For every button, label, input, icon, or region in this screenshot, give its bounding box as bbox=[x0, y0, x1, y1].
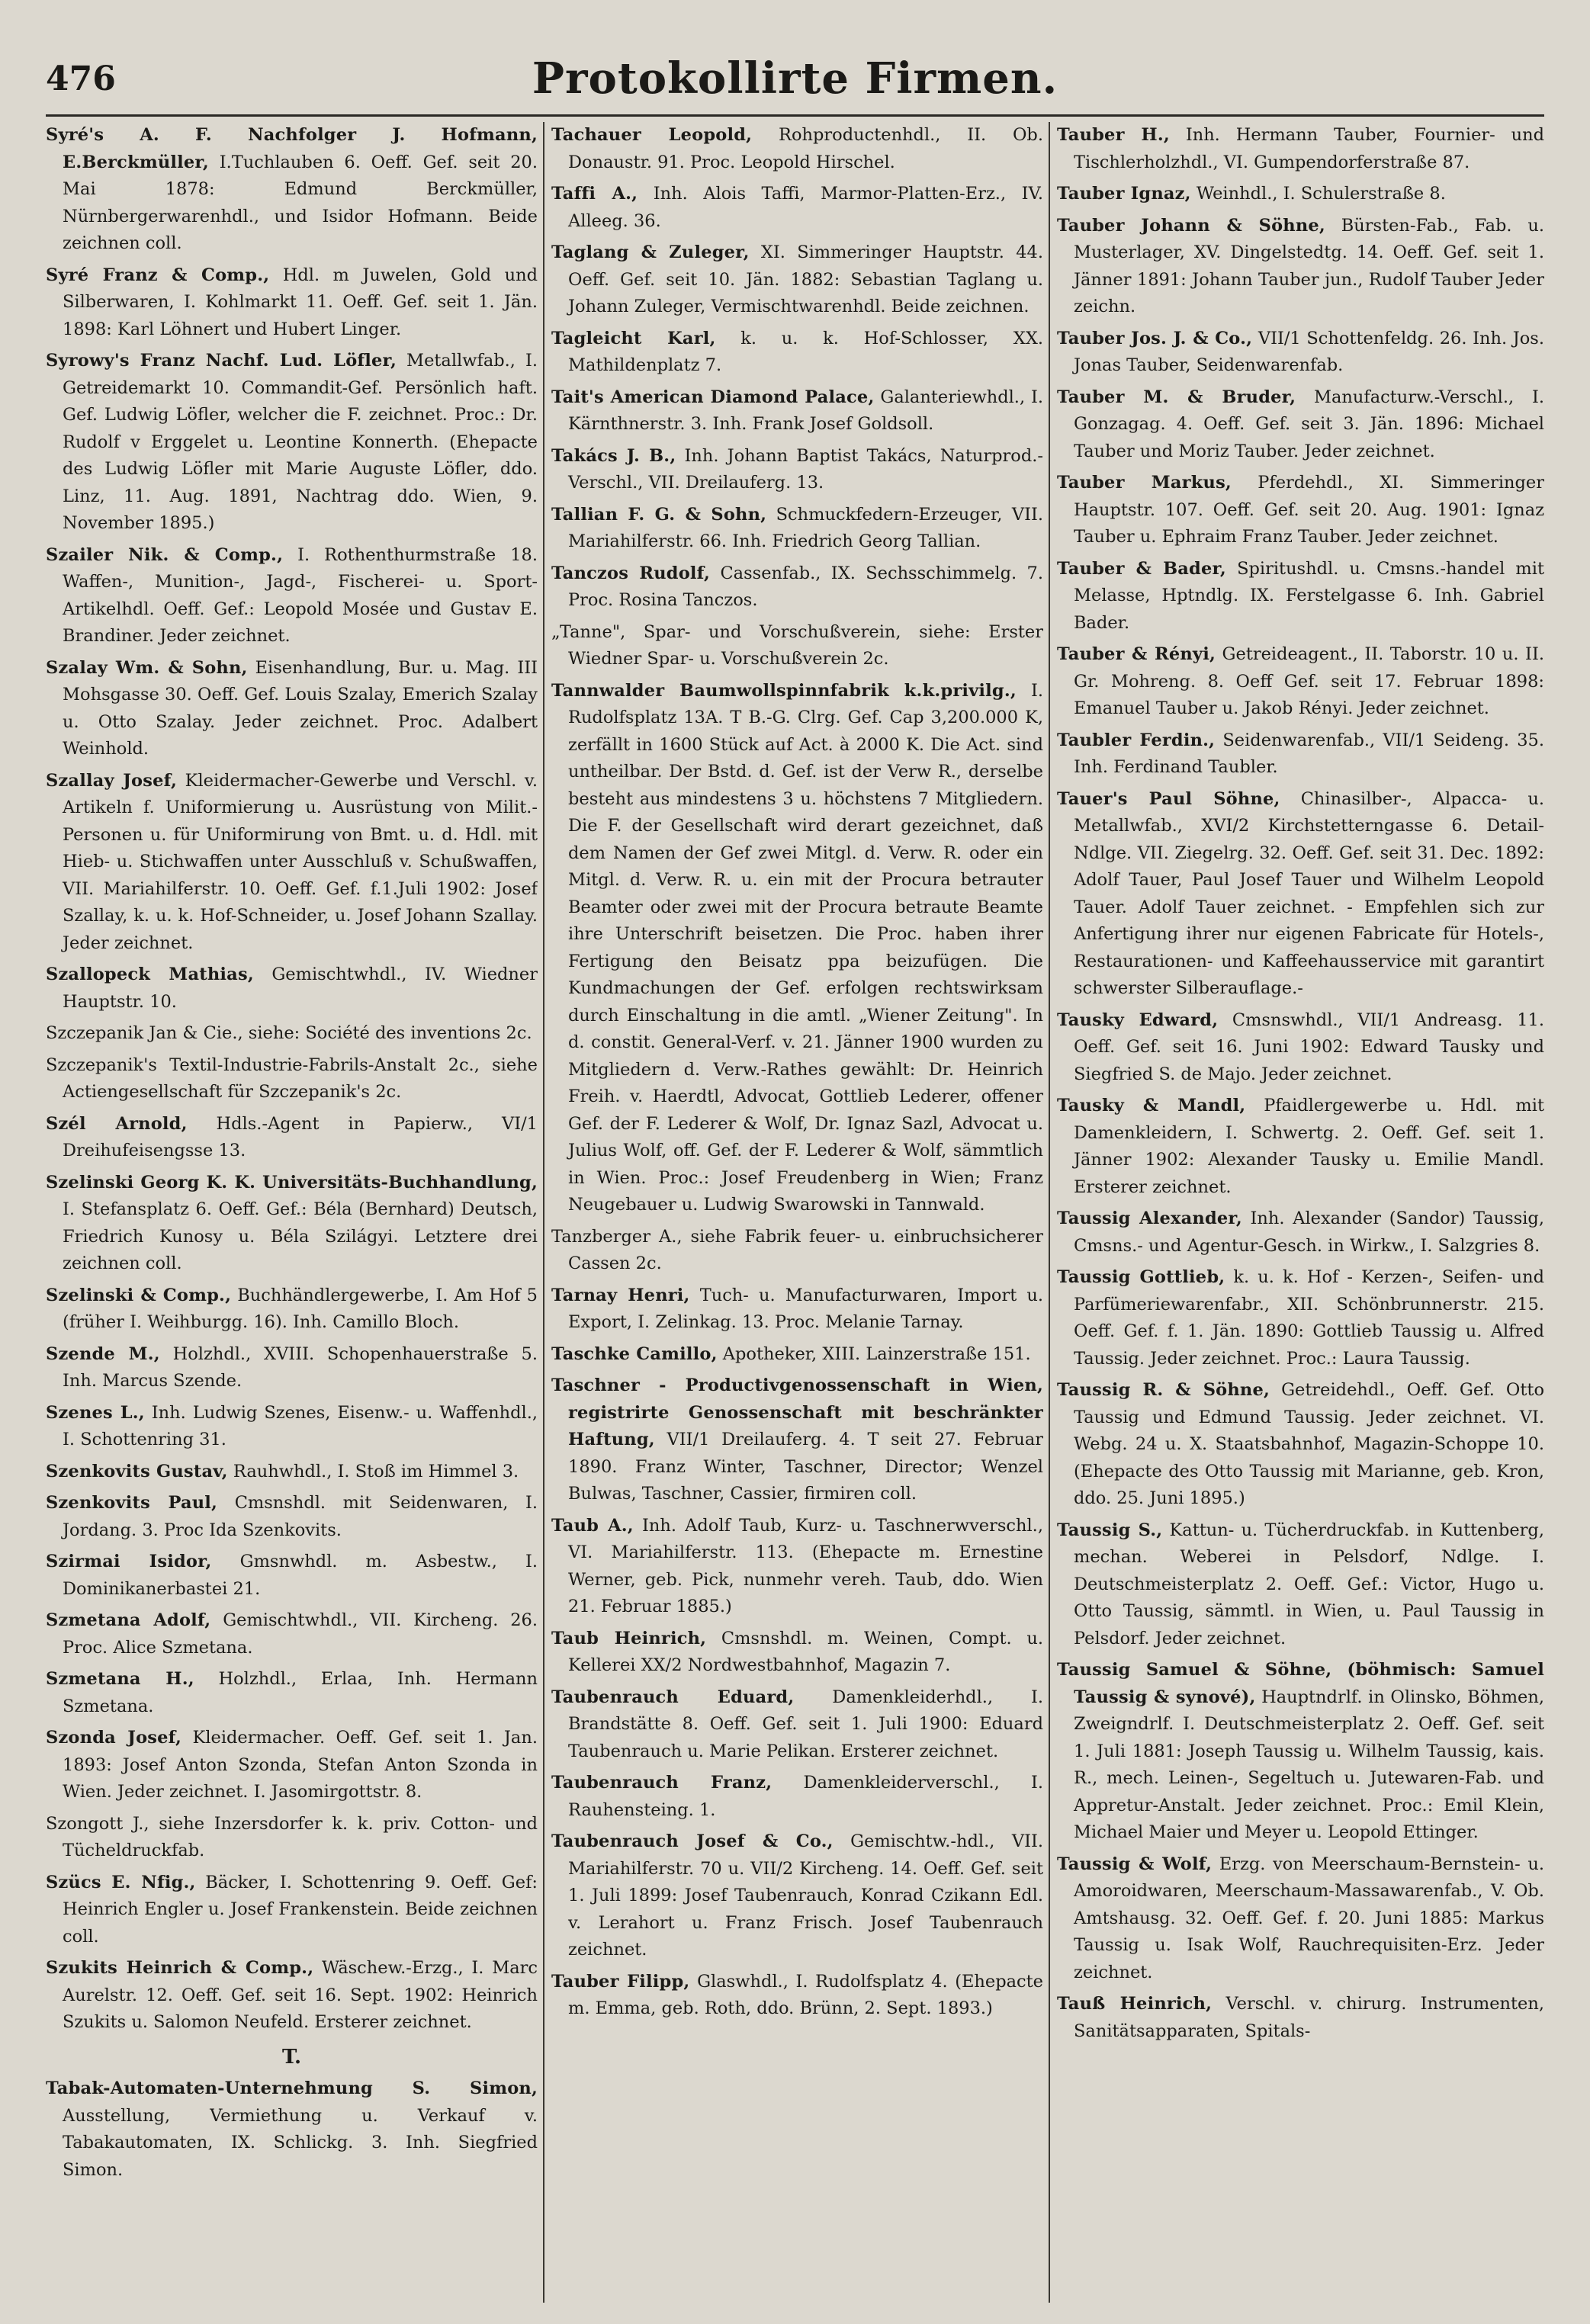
firm-name: Taschner - Productivgenossenschaft in Wien, registrirte Genossenschaft mit beschränkter Haftung, bbox=[551, 1375, 1043, 1449]
firm-name: Szalay Wm. & Sohn, bbox=[46, 657, 248, 678]
directory-entry bbox=[551, 181, 1043, 235]
entry-text: Bürsten-Fab., Fab. u. Musterlager, XV. Dingelstedtg. 14. Oeff. Gef. seit 1. Jänner 1891: Johann Tauber jun., Rudolf Tauber Jeder zeichn. bbox=[1074, 215, 1544, 316]
firm-name: Tauber H., bbox=[1057, 125, 1170, 145]
entry-text: Chinasilber-, Alpacca- u. Metallwfab., XVI/2 Kirchstetterngasse 6. Detail-Ndlge. VII. Ziegelrg. 32. Oeff. Gef. seit 31. Dec. 1892: Adolf Tauer, Paul Josef Tauer und Wilhelm Leopold Tauer. Adolf Tauer zeichnet. - Empfehlen sich zur Anfertigung ihrer nur eigenen Fabricate für Hotels-, Restaurationen- und Kaffeehausservice mit garantirt schwerster Silberauflage.- bbox=[1074, 788, 1544, 998]
page-header bbox=[46, 46, 1544, 117]
firm-name: Szallay Josef, bbox=[46, 770, 178, 791]
directory-entry bbox=[46, 1282, 538, 1337]
entry-text: Kleidermacher. Oeff. Gef. seit 1. Jan. 1893: Josef Anton Szonda, Stefan Anton Szonda in Wien. Jeder zeichnet. I. Jasomirgottstr. 8. bbox=[63, 1728, 538, 1802]
directory-entry bbox=[551, 678, 1043, 1219]
directory-entry bbox=[551, 1224, 1043, 1278]
directory-entry bbox=[551, 560, 1043, 615]
directory-entry bbox=[46, 1955, 538, 2037]
firm-name: Szenes L., bbox=[46, 1402, 145, 1423]
firm-name: Szmetana Adolf, bbox=[46, 1610, 211, 1630]
directory-entry bbox=[1057, 727, 1544, 782]
firm-name: Taub A., bbox=[551, 1515, 634, 1536]
firm-name: Taussig S., bbox=[1057, 1520, 1163, 1540]
directory-entry bbox=[551, 239, 1043, 321]
directory-entry bbox=[1057, 470, 1544, 551]
entry-text: Cmsnswhdl., VII/1 Andreasg. 11. Oeff. Gef. seit 16. Juni 1902: Edward Tausky und Siegfried S. de Majo. Jeder zeichnet. bbox=[1074, 1010, 1544, 1084]
firm-name: Tabak-Automaten-Unternehmung S. Simon, bbox=[46, 2078, 538, 2098]
firm-name: Tait's American Diamond Palace, bbox=[551, 387, 875, 407]
entry-text: Erzg. von Meerschaum-Bernstein- u. Amoroidwaren, Meerschaum-Massawarenfab., V. Ob. Amtshausg. 32. Oeff. Gef. f. 20. Juni 1885: Markus Taussig u. Isak Wolf, Rauchrequisiten-Erz. Jeder zeichnet. bbox=[1074, 1854, 1544, 1982]
firm-name: Syré Franz & Comp., bbox=[46, 265, 270, 285]
entry-text: Ausstellung, Vermiethung u. Verkauf v. Tabakautomaten, IX. Schlickg. 3. Inh. Siegfried Simon. bbox=[63, 2105, 538, 2180]
entry-text: Apotheker, XIII. Lainzerstraße 151. bbox=[722, 1343, 1031, 1364]
entry-text: Inh. Adolf Taub, Kurz- u. Taschnerwverschl., VI. Mariahilferstr. 113. (Ehepacte m. Ernestine Werner, geb. Pick, nunmehr vereh. Taub, ddo. Wien 21. Februar 1885.) bbox=[568, 1515, 1043, 1616]
directory-entry bbox=[46, 1607, 538, 1661]
entry-text: VII/1 Schottenfeldg. 26. Inh. Jos. Jonas Tauber, Seidenwarenfab. bbox=[1074, 328, 1544, 375]
entry-text: Buchhändlergewerbe, I. Am Hof 5 (früher I. Weihburgg. 16). Inh. Camillo Bloch. bbox=[63, 1285, 538, 1332]
firm-name: Taubenrauch Josef & Co., bbox=[551, 1831, 834, 1851]
entry-text: Holzhdl., Erlaa, Inh. Hermann Szmetana. bbox=[63, 1669, 538, 1716]
directory-entry bbox=[46, 1341, 538, 1395]
directory-entry bbox=[46, 961, 538, 1016]
firm-name: Szelinski & Comp., bbox=[46, 1285, 232, 1305]
directory-entry bbox=[551, 1684, 1043, 1766]
firm-name: Szende M., bbox=[46, 1343, 160, 1364]
firm-name: Tausky Edward, bbox=[1057, 1010, 1219, 1030]
entry-text: I.Tuchlauben 6. Oeff. Gef. seit 20. Mai 1878: Edmund Berckmüller, Nürnbergerwarenhdl., und Isidor Hofmann. Beide zeichnen coll. bbox=[63, 152, 538, 253]
entry-text: Rohproductenhdl., II. Ob. Donaustr. 91. Proc. Leopold Hirschel. bbox=[568, 125, 1043, 172]
directory-entry bbox=[551, 1372, 1043, 1508]
directory-entry bbox=[551, 1341, 1043, 1369]
directory-entry bbox=[1057, 1991, 1544, 2045]
firm-name: Szelinski Georg K. K. Universitäts-Buchhandlung, bbox=[46, 1172, 538, 1192]
firm-name: Szenkovits Paul, bbox=[46, 1493, 218, 1513]
entry-text: Seidenwarenfab., VII/1 Seideng. 35. Inh. Ferdinand Taubler. bbox=[1074, 730, 1544, 777]
entry-text: Kleidermacher-Gewerbe und Verschl. v. Artikeln f. Uniformierung u. Ausrüstung von Milit.-Personen u. für Uniformirung von Bmt. u. d. Hdl. mit Hieb- u. Stichwaffen unter Ausschluß v. Schußwaffen, VII. Mariahilferstr. 10. Oeff. Gef. f.1.Juli 1902: Josef Szallay, k. u. k. Hof-Schneider, u. Josef Johann Szallay. Jeder zeichnet. bbox=[63, 770, 538, 953]
column-2 bbox=[551, 122, 1043, 2303]
entry-text: VII/1 Dreilauferg. 4. T seit 27. Februar 1890. Franz Winter, Taschner, Director; Wenzel Bulwas, Taschner, Cassier, firmiren coll. bbox=[568, 1430, 1043, 1504]
entry-text: Gmsnwhdl. m. Asbestw., I. Dominikanerbastei 21. bbox=[63, 1552, 538, 1599]
directory-entry bbox=[551, 502, 1043, 556]
entry-text: k. u. k. Hof-Schlosser, XX. Mathildenplatz 7. bbox=[568, 328, 1043, 375]
directory-entry bbox=[1057, 1007, 1544, 1089]
firm-name: Tannwalder Baumwollspinnfabrik k.k.privilg., bbox=[551, 680, 1017, 701]
directory-entry bbox=[46, 122, 538, 258]
firm-name: Szallopeck Mathias, bbox=[46, 965, 254, 984]
entry-text: Wäschew.-Erzg., I. Marc Aurelstr. 12. Oeff. Gef. seit 16. Sept. 1902: Heinrich Szukits u. Salomon Neufeld. Ersterer zeichnet. bbox=[63, 1958, 538, 2032]
directory-entry bbox=[1057, 1657, 1544, 1847]
firm-name: Szenkovits Gustav, bbox=[46, 1461, 228, 1481]
directory-entry bbox=[46, 1549, 538, 1603]
firm-name: Syré's A. F. Nachfolger J. Hofmann, E.Berckmüller, bbox=[46, 125, 538, 172]
entry-text: Eisenhandlung, Bur. u. Mag. III Mohsgasse 30. Oeff. Gef. Louis Szalay, Emerich Szalay u. Otto Szalay. Jeder zeichnet. Proc. Adalbert Weinhold. bbox=[63, 657, 538, 759]
firm-name: Taglang & Zuleger, bbox=[551, 242, 750, 262]
entry-text: Hauptndrlf. in Olinsko, Böhmen, Zweigndrlf. I. Deutschmeisterplatz 2. Oeff. Gef. seit 1. Juli 1881: Joseph Taussig u. Wilhelm Taussig, kais. R., mech. Leinen-, Segeltuch u. Jutewaren-Fab. und Appretur-Anstalt. Jeder zeichnet. Proc.: Emil Klein, Michael Maier und Meyer u. Leopold Ettinger. bbox=[1074, 1687, 1544, 1842]
entry-text: Inh. Alexander (Sandor) Taussig, Cmsns.- und Agentur-Gesch. in Wirkw., I. Salzgries 8. bbox=[1074, 1209, 1544, 1256]
entry-text: Manufacturw.-Verschl., I. Gonzagag. 4. Oeff. Gef. seit 3. Jän. 1896: Michael Tauber und Moriz Tauber. Jeder zeichnet. bbox=[1074, 387, 1544, 461]
directory-entry bbox=[1057, 122, 1544, 176]
entry-text: Spiritushdl. u. Cmsns.-handel mit Melasse, Hptndlg. IX. Ferstelgasse 6. Inh. Gabriel Bader. bbox=[1074, 558, 1544, 633]
firm-name: Taubenrauch Franz, bbox=[551, 1773, 773, 1793]
entry-text: Gemischtw.-hdl., VII. Mariahilferstr. 70 u. VII/2 Kircheng. 14. Oeff. Gef. seit 1. Juli 1899: Josef Taubenrauch, Konrad Czikann Edl. v. Lerahort u. Franz Frisch. Josef Taubenrauch zeichnet. bbox=[568, 1831, 1043, 1960]
entry-text: Gemischtwhdl., VII. Kircheng. 26. Proc. Alice Szmetana. bbox=[63, 1610, 538, 1658]
directory-entry bbox=[551, 443, 1043, 497]
firm-name: Taub Heinrich, bbox=[551, 1628, 707, 1648]
entry-text: Damenkleiderhdl., I. Brandstätte 8. Oeff. Gef. seit 1. Juli 1900: Eduard Taubenrauch u. Marie Pelikan. Ersterer zeichnet. bbox=[568, 1687, 1043, 1761]
entry-text: Weinhdl., I. Schulerstraße 8. bbox=[1196, 184, 1446, 204]
directory-entry bbox=[46, 1170, 538, 1278]
entry-text: Inh. Johann Baptist Takács, Naturprod.-Verschl., VII. Dreilauferg. 13. bbox=[568, 445, 1043, 493]
entry-text: Inh. Ludwig Szenes, Eisenw.- u. Waffenhdl., I. Schottenring 31. bbox=[63, 1402, 538, 1449]
entry-text: Tanzberger A., siehe Fabrik feuer- u. einbruchsicherer Cassen 2c. bbox=[551, 1226, 1043, 1273]
entry-text: Holzhdl., XVIII. Schopenhauerstraße 5. Inh. Marcus Szende. bbox=[63, 1343, 538, 1391]
directory-entry bbox=[46, 1870, 538, 1951]
firm-name: Tarnay Henri, bbox=[551, 1285, 690, 1305]
directory-entry bbox=[551, 326, 1043, 380]
firm-name: Taffi A., bbox=[551, 184, 638, 204]
directory-entry bbox=[46, 655, 538, 763]
entry-text: Gemischtwhdl., IV. Wiedner Hauptstr. 10. bbox=[63, 965, 538, 1012]
directory-entry bbox=[46, 2075, 538, 2184]
entry-text: Inh. Hermann Tauber, Fournier- und Tischlerholzhdl., VI. Gumpendorferstraße 87. bbox=[1074, 125, 1544, 172]
entry-text: Schmuckfedern-Erzeuger, VII. Mariahilferstr. 66. Inh. Friedrich Georg Tallian. bbox=[568, 504, 1043, 551]
directory-entry bbox=[1057, 1377, 1544, 1513]
column-divider bbox=[543, 122, 544, 2303]
column-1 bbox=[46, 122, 538, 2303]
firm-name: Tausky & Mandl, bbox=[1057, 1096, 1246, 1115]
directory-entry bbox=[46, 262, 538, 344]
section-heading: T. bbox=[281, 2045, 302, 2069]
directory-entry bbox=[551, 1770, 1043, 1824]
directory-entry bbox=[1057, 181, 1544, 208]
entry-text: Damenkleiderverschl., I. Rauhensteing. 1. bbox=[568, 1773, 1043, 1820]
page-title: Protokollirte Firmen. bbox=[532, 53, 1058, 104]
entry-text: Kattun- u. Tücherdruckfab. in Kuttenberg, mechan. Weberei in Pelsdorf, Ndlge. I. Deutschmeisterplatz 2. Oeff. Gef.: Victor, Hugo u. Otto Taussig, sämmtl. in Wien, u. Paul Taussig in Pelsdorf. Jeder zeichnet. bbox=[1074, 1520, 1544, 1648]
directory-entry bbox=[1057, 641, 1544, 723]
firm-name: Szirmai Isidor, bbox=[46, 1552, 212, 1571]
columns bbox=[46, 122, 1544, 2303]
entry-text: I. Rothenthurmstraße 18. Waffen-, Munition-, Jagd-, Fischerei- u. Sport-Artikelhdl. Oeff. Gef.: Leopold Mosée und Gustav E. Brandiner. Jeder zeichnet. bbox=[63, 544, 538, 646]
directory-entry bbox=[551, 1969, 1043, 2023]
firm-name: Taussig Alexander, bbox=[1057, 1209, 1242, 1228]
entry-text: XI. Simmeringer Hauptstr. 44. Oeff. Gef. seit 10. Jän. 1882: Sebastian Taglang u. Johann Zuleger, Vermischtwarenhdl. Beide zeichnen. bbox=[568, 242, 1043, 316]
directory-entry bbox=[1057, 786, 1544, 1003]
firm-name: Tauber Ignaz, bbox=[1057, 184, 1191, 204]
directory-entry bbox=[551, 384, 1043, 438]
firm-name: Tachauer Leopold, bbox=[551, 125, 753, 145]
directory-entry bbox=[1057, 1264, 1544, 1372]
firm-name: Szailer Nik. & Comp., bbox=[46, 544, 284, 565]
firm-name: Taubenrauch Eduard, bbox=[551, 1687, 795, 1707]
entry-text: Getreideagent., II. Taborstr. 10 u. II. Gr. Mohreng. 8. Oeff Gef. seit 17. Februar 1898: Emanuel Tauber u. Jakob Rényi. Jeder zeichnet. bbox=[1074, 644, 1544, 718]
directory-entry bbox=[46, 1111, 538, 1165]
firm-name: Szonda Josef, bbox=[46, 1728, 182, 1748]
firm-name: Szél Arnold, bbox=[46, 1113, 188, 1134]
entry-text: Cmsnshdl. m. Weinen, Compt. u. Kellerei XX/2 Nordwestbahnhof, Magazin 7. bbox=[568, 1628, 1043, 1675]
directory-entry bbox=[46, 1459, 538, 1486]
entry-text: Metallwfab., I. Getreidemarkt 10. Commandit-Gef. Persönlich haft. Gef. Ludwig Löfler, welcher die F. zeichnet. Proc.: Dr. Rudolf v Erggelet u. Leontine Konnerth. (Ehepacte des Ludwig Löfler mit Marie Auguste Löfler, ddo. Linz, 11. Aug. 1891, Nachtrag ddo. Wien, 9. November 1895.) bbox=[63, 351, 538, 533]
firm-name: Taschke Camillo, bbox=[551, 1343, 718, 1364]
firm-name: Taussig Samuel & Söhne, (böhmisch: Samuel Taussig & synové), bbox=[1057, 1660, 1544, 1707]
directory-entry bbox=[46, 1490, 538, 1544]
firm-name: Takács J. B., bbox=[551, 445, 676, 466]
entry-text: Szczepanik Jan & Cie., siehe: Société des inventions 2c. bbox=[46, 1023, 532, 1043]
entry-text: Pferdehdl., XI. Simmeringer Hauptstr. 107. Oeff. Gef. seit 20. Aug. 1901: Ignaz Tauber u. Ephraim Franz Tauber. Jeder zeichnet. bbox=[1074, 473, 1544, 547]
entry-text: Cassenfab., IX. Sechsschimmelg. 7. Proc. Rosina Tanczos. bbox=[568, 563, 1043, 610]
firm-name: Tauber Markus, bbox=[1057, 473, 1232, 493]
directory-entry bbox=[46, 1666, 538, 1720]
directory-entry bbox=[1057, 213, 1544, 321]
directory-entry bbox=[1057, 1205, 1544, 1260]
entry-text: Inh. Alois Taffi, Marmor-Platten-Erz., IV. Alleeg. 36. bbox=[568, 184, 1043, 231]
entry-text: „Tanne", Spar- und Vorschußverein, siehe: Erster Wiedner Spar- u. Vorschußverein 2c. bbox=[551, 621, 1043, 669]
firm-name: Tauber Jos. J. & Co., bbox=[1057, 328, 1253, 348]
directory-entry bbox=[551, 1828, 1043, 1964]
firm-name: Tanczos Rudolf, bbox=[551, 563, 711, 583]
directory-entry bbox=[46, 1052, 538, 1106]
entry-text: Bäcker, I. Schottenring 9. Oeff. Gef: Heinrich Engler u. Josef Frankenstein. Beide zeichnen coll. bbox=[63, 1872, 538, 1947]
entry-text: Cmsnshdl. mit Seidenwaren, I. Jordang. 3. Proc Ida Szenkovits. bbox=[63, 1493, 538, 1540]
entry-text: Hdl. m Juwelen, Gold und Silberwaren, I. Kohlmarkt 11. Oeff. Gef. seit 1. Jän. 1898: Karl Löhnert und Hubert Linger. bbox=[63, 265, 538, 339]
entry-text: Hdls.-Agent in Papierw., VI/1 Dreihufeisengsse 13. bbox=[63, 1113, 538, 1160]
directory-entry bbox=[1057, 556, 1544, 637]
entry-text: Verschl. v. chirurg. Instrumenten, Sanitätsapparaten, Spitals- bbox=[1074, 1994, 1544, 2041]
directory-entry bbox=[46, 1811, 538, 1865]
entry-text: Rauhwhdl., I. Stoß im Himmel 3. bbox=[233, 1461, 519, 1481]
firm-name: Taussig R. & Söhne, bbox=[1057, 1380, 1270, 1400]
directory-entry bbox=[551, 122, 1043, 176]
entry-text: Tuch- u. Manufacturwaren, Import u. Export, I. Zelinkag. 13. Proc. Melanie Tarnay. bbox=[568, 1285, 1043, 1332]
directory-entry bbox=[46, 1725, 538, 1806]
directory-entry bbox=[551, 619, 1043, 673]
column-3 bbox=[1057, 122, 1544, 2303]
firm-name: Tallian F. G. & Sohn, bbox=[551, 504, 767, 525]
directory-entry bbox=[46, 542, 538, 650]
entry-text: k. u. k. Hof - Kerzen-, Seifen- und Parfümeriewarenfabr., XII. Schönbrunnerstr. 215. Oeff. Gef. f. 1. Jän. 1890: Gottlieb Taussig u. Alfred Taussig. Jeder zeichnet. Proc.: Laura Taussig. bbox=[1074, 1267, 1544, 1369]
entry-text: Pfaidlergewerbe u. Hdl. mit Damenkleidern, I. Schwertg. 2. Oeff. Gef. seit 1. Jänner 1902: Alexander Tausky u. Emilie Mandl. Ersterer zeichnet. bbox=[1074, 1096, 1544, 1197]
firm-name: Tauß Heinrich, bbox=[1057, 1994, 1213, 2014]
firm-name: Taussig Gottlieb, bbox=[1057, 1267, 1225, 1287]
firm-name: Taussig & Wolf, bbox=[1057, 1854, 1213, 1874]
directory-entry bbox=[551, 1513, 1043, 1621]
firm-name: Tauber & Bader, bbox=[1057, 558, 1226, 579]
directory-entry bbox=[46, 1020, 538, 1048]
directory-entry bbox=[46, 1400, 538, 1454]
firm-name: Tauber M. & Bruder, bbox=[1057, 387, 1296, 407]
firm-name: Szukits Heinrich & Comp., bbox=[46, 1958, 314, 1978]
entry-text: Galanteriewhdl., I. Kärnthnerstr. 3. Inh. Frank Josef Goldsoll. bbox=[568, 387, 1043, 434]
directory-entry bbox=[551, 1282, 1043, 1337]
firm-name: Taubler Ferdin., bbox=[1057, 730, 1216, 750]
entry-text: Glaswhdl., I. Rudolfsplatz 4. (Ehepacte m. Emma, geb. Roth, ddo. Brünn, 2. Sept. 1893.) bbox=[568, 1971, 1043, 2018]
firm-name: Szücs E. Nfig., bbox=[46, 1872, 196, 1892]
directory-entry bbox=[46, 348, 538, 538]
firm-name: Tauer's Paul Söhne, bbox=[1057, 788, 1280, 809]
entry-text: Szongott J., siehe Inzersdorfer k. k. priv. Cotton- und Tücheldruckfab. bbox=[46, 1813, 538, 1860]
page-number: 476 bbox=[46, 59, 116, 98]
directory-entry bbox=[1057, 384, 1544, 466]
firm-name: Syrowy's Franz Nachf. Lud. Löfler, bbox=[46, 351, 397, 371]
entry-text: Getreidehdl., Oeff. Gef. Otto Taussig und Edmund Taussig. Jeder zeichnet. VI. Webg. 24 u. X. Staatsbahnhof, Magazin-Schoppe 10. (Ehepacte des Otto Taussig mit Marianne, geb. Kron, ddo. 25. Juni 1895.) bbox=[1074, 1380, 1544, 1508]
column-divider bbox=[1049, 122, 1050, 2303]
firm-name: Szmetana H., bbox=[46, 1669, 194, 1689]
firm-name: Tauber & Rényi, bbox=[1057, 644, 1216, 664]
directory-entry bbox=[1057, 1851, 1544, 1987]
firm-name: Tauber Johann & Söhne, bbox=[1057, 215, 1325, 236]
directory-entry bbox=[551, 1626, 1043, 1680]
entry-text: Szczepanik's Textil-Industrie-Fabrils-Anstalt 2c., siehe Actiengesellschaft für Szczepanik's 2c. bbox=[46, 1054, 538, 1102]
firm-name: Tauber Filipp, bbox=[551, 1971, 690, 1992]
firm-name: Tagleicht Karl, bbox=[551, 328, 716, 348]
directory-entry bbox=[46, 768, 538, 958]
entry-text: I. Rudolfsplatz 13A. T B.-G. Clrg. Gef. Cap 3,200.000 K, zerfällt in 1600 Stück auf Act. à 2000 K. Die Act. sind untheilbar. Der Bstd. d. Gef. ist der Verw R., derselbe besteht aus mindestens 3 u. höchstens 7 Mitgliedern. Die F. der Gesellschaft wird derart gezeichnet, daß dem Namen der Gef zwei Mitgl. d. Verw. R. oder ein Mitgl. d. Verw. R. u. ein mit der Procura betrauter Beamter oder zwei mit der Procura betraute Beamte ihre Unterschrift beisetzen. Die Proc. haben ihrer Fertigung den Beisatz ppa beizufügen. Die Kundmachungen der Gef. erfolgen rechtswirksam durch Einschaltung in die amtl. „Wiener Zeitung". In d. constit. General-Verf. v. 21. Jänner 1900 wurden zu Mitgliedern d. Verw.-Rathes gewählt: Dr. Heinrich Freih. v. Haerdtl, Advocat, Gottlieb Lederer, offener Gef. der F. Lederer & Wolf, Dr. Ignaz Sazl, Advocat u. Julius Wolf, off. Gef. der F. Lederer & Wolf, sämmtlich in Wien. Proc.: Josef Freudenberg in Wien; Franz Neugebauer u. Ludwig Swarowski in Tannwald. bbox=[568, 680, 1043, 1215]
directory-entry bbox=[1057, 326, 1544, 380]
directory-entry bbox=[1057, 1517, 1544, 1653]
directory-entry bbox=[1057, 1093, 1544, 1201]
entry-text: I. Stefansplatz 6. Oeff. Gef.: Béla (Bernhard) Deutsch, Friedrich Kunosy u. Béla Szilágyi. Letztere drei zeichnen coll. bbox=[63, 1199, 538, 1273]
